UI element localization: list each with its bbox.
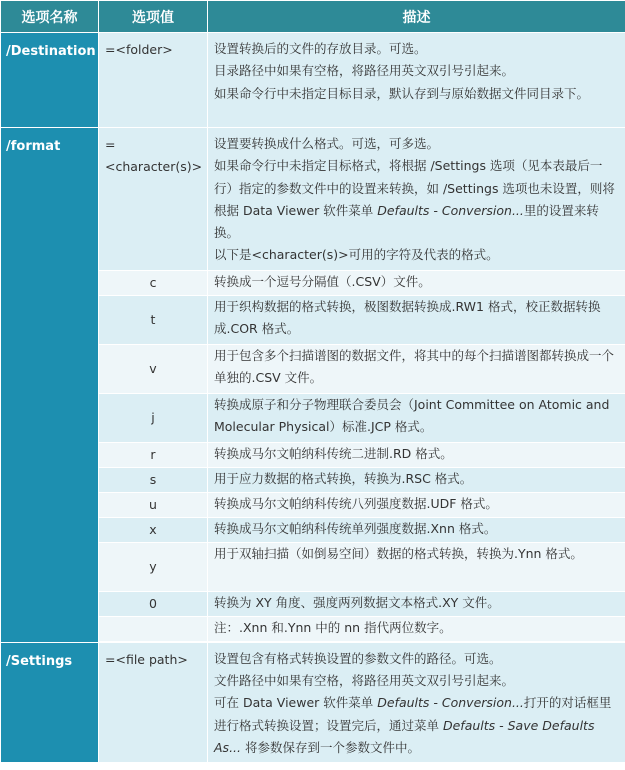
char-desc: 转换成马尔文帕纳科传统二进制.RD 格式。 [208,442,625,467]
char-value: y [99,542,208,591]
desc-line: 目录路径中如果有空格，将路径用英文双引号引起来。 [214,63,515,79]
char-value: t [99,295,208,344]
char-desc: 用于应力数据的格式转换，转换为.RSC 格式。 [208,467,625,492]
char-value: 0 [99,591,208,616]
option-desc-destination [208,33,625,128]
format-note: 注：.Xnn 和.Ynn 中的 nn 指代两位数字。 [208,616,625,641]
option-value-format: =<character(s)> [99,128,208,271]
char-value: r [99,442,208,467]
char-desc: 转换为 XY 角度、强度两列数据文本格式.XY 文件。 [208,591,625,616]
char-value: x [99,517,208,542]
table-header-row [1,1,625,33]
header-description: 描述 [208,1,625,33]
desc-line: 文件路径中如果有空格，将路径用英文双引号引起来。 [214,673,515,689]
option-name-destination: /Destination [1,33,99,128]
menu-path: Defaults - Save Defaults As... [214,717,595,755]
header-option-name: 选项名称 [1,1,99,33]
menu-path: Defaults - Conversion... [377,202,524,218]
char-value: j [99,393,208,442]
note-value-empty [99,616,208,641]
char-value: s [99,467,208,492]
char-value: u [99,492,208,517]
header-option-value: 选项值 [99,1,208,33]
option-desc-settings [208,642,625,762]
desc-line: 设置包含有格式转换设置的参数文件的路径。可选。 [214,650,502,666]
char-value: v [99,344,208,393]
desc-line: 可在 Data Viewer 软件菜单 Defaults - Conversion...打开的对话框里进行格式转换设置；设置完后，通过菜单 Defaults - Save Defaults As... 将参数保存到一个参数文件中。 [214,695,612,755]
option-name-settings: /Settings [1,642,99,762]
option-value-destination: =<folder> [99,33,208,128]
desc-line: 以下是<character(s)>可用的字符及代表的格式。 [214,247,499,263]
char-desc: 转换成马尔文帕纳科传统单列强度数据.Xnn 格式。 [208,517,625,542]
char-desc: 用于织构数据的格式转换，极图数据转换成.RW1 格式，校正数据转换成.COR 格式。 [208,295,625,344]
table-row-destination [1,33,625,128]
char-desc: 用于包含多个扫描谱图的数据文件，将其中的每个扫描谱图都转换成一个单独的.CSV 文件。 [208,344,625,393]
char-value: c [99,270,208,295]
char-desc: 用于双轴扫描（如倒易空间）数据的格式转换，转换为.Ynn 格式。 [208,542,625,591]
menu-path: Defaults - Conversion... [377,695,524,711]
desc-line: 设置要转换成什么格式。可选，可多选。 [214,136,440,151]
option-value-settings: =<file path> [99,642,208,762]
option-desc-format [208,128,625,271]
desc-line: 如果命令行中未指定目标目录，默认存到与原始数据文件同目录下。 [214,85,590,101]
table-row-format [1,128,625,271]
char-desc: 转换成一个逗号分隔值（.CSV）文件。 [208,270,625,295]
char-desc: 转换成马尔文帕纳科传统八列强度数据.UDF 格式。 [208,492,625,517]
table-row-settings [1,642,625,762]
desc-line: 设置转换后的文件的存放目录。可选。 [214,41,427,56]
desc-line: 如果命令行中未指定目标格式，将根据 /Settings 选项（见本表最后一行）指定的参数文件中的设置来转换，如 /Settings 选项也未设置，则将根据 Data Viewer 软件菜单 Defaults - Conversion...里的设置来转换。 [214,158,615,241]
option-name-format: /format [1,128,99,643]
char-desc: 转换成原子和分子物理联合委员会（Joint Committee on Atomic and Molecular Physical）标准.JCP 格式。 [208,393,625,442]
